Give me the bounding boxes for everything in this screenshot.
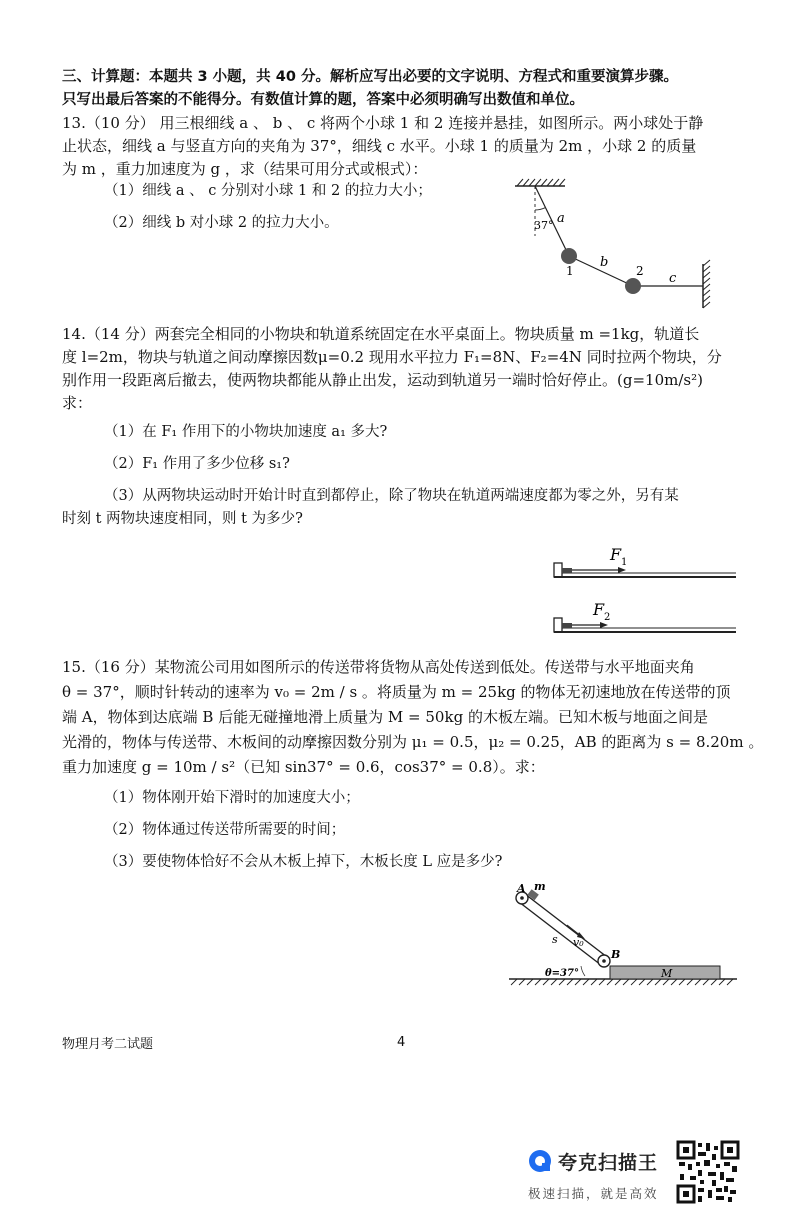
qr-code-icon [676,1140,740,1204]
q14-force1-sub: 1 [621,557,628,568]
footer-title: 物理月考二试题 [62,1037,154,1052]
section-header-line1: 三、计算题：本题共 3 小题，共 40 分。解析应写出必要的文字说明、方程式和重要演算步骤。 [62,69,678,85]
q15-label-v0: v₀ [573,936,584,949]
q13-angle-label: 37° [534,219,554,232]
q13-line2: 止状态，细线 a 与竖直方向的夹角为 37°，细线 c 水平。小球 1 的质量为 2m ，小球 2 的质量 [62,137,697,155]
q15-sub2: （2）物体通过传送带所需要的时间； [104,822,346,838]
q14-sub3-line2: 时刻 t 两物块速度相同，则 t 为多少? [62,511,303,527]
q13-figure [505,176,725,311]
q13-line3: 为 m ，重力加速度为 g ，求（结果可用分式或根式）： [62,160,428,178]
q15-label-A: A [517,882,526,895]
q13-ball-1 [561,248,577,264]
q14-sub1: （1）在 F₁ 作用下的小物块加速度 a₁ 多大? [104,424,388,440]
footer-page-number: 4 [397,1035,406,1050]
q14-line1: 14.（14 分）两套完全相同的小物块和轨道系统固定在水平桌面上。物块质量 m =1kg，轨道长 [62,325,700,343]
q14-line4: 求： [62,394,93,412]
q15-line4: 光滑的，物体与传送带、木板间的动摩擦因数分别为 μ₁ = 0.5，μ₂ = 0.25，AB 的距离为 s = 8.20m 。 [62,733,764,751]
q15-label-theta: θ=37° [545,968,579,979]
q15-line2: θ = 37°，顺时针转动的速率为 v₀ = 2m / s 。将质量为 m = 25kg 的物体无初速地放在传送带的顶 [62,683,731,701]
q14-sub3-line1: （3）从两物块运动时开始计时直到都停止，除了物块在轨道两端速度都为零之外，另有某 [104,488,679,504]
q15-label-B: B [611,948,621,961]
scanner-brand-name: 夸克扫描王 [558,1152,659,1174]
q15-label-M: M [661,967,673,980]
q13-label-b: b [600,255,609,270]
q15-figure [505,880,740,990]
q14-figure [548,540,743,640]
q15-label-s: s [552,933,558,946]
q14-force2-label: F [593,600,605,619]
q15-line1: 15.（16 分）某物流公司用如图所示的传送带将货物从高处传送到低处。传送带与水平地面夹角 [62,658,695,676]
q13-sub2: （2）细线 b 对小球 2 的拉力大小。 [104,215,339,231]
scanner-brand-slogan: 极速扫描，就是高效 [528,1186,659,1201]
q13-sub1: （1）细线 a 、 c 分别对小球 1 和 2 的拉力大小； [104,183,432,199]
q13-label-a: a [557,211,565,226]
scanner-logo-icon [528,1149,552,1173]
q13-ball1-label: 1 [566,264,574,278]
section-header-line2: 只写出最后答案的不能得分。有数值计算的题，答案中必须明确写出数值和单位。 [62,92,584,108]
q14-force1-label: F [610,545,622,564]
q14-line2: 度 l=2m，物块与轨道之间动摩擦因数μ=0.2 现用水平拉力 F₁=8N、F₂=4N 同时拉两个物块，分 [62,348,722,366]
q13-line1: 13.（10 分） 用三根细线 a 、 b 、 c 将两个小球 1 和 2 连接并悬挂，如图所示。两小球处于静 [62,114,704,132]
q15-sub1: （1）物体刚开始下滑时的加速度大小； [104,790,360,806]
q15-sub3: （3）要使物体恰好不会从木板上掉下，木板长度 L 应是多少? [104,854,503,870]
q15-line3: 端 A，物体到达底端 B 后能无碰撞地滑上质量为 M = 50kg 的木板左端。已知木板与地面之间是 [62,708,708,726]
q14-line3: 别作用一段距离后撤去，使两物块都能从静止出发，运动到轨道另一端时恰好停止。(g=10m/s²) [62,371,703,389]
q13-ball-2 [625,278,641,294]
q14-force2-sub: 2 [604,612,611,623]
q13-label-c: c [669,271,677,286]
q15-label-m: m [534,880,546,893]
q15-line5: 重力加速度 g = 10m / s²（已知 sin37° = 0.6，cos37° = 0.8）。求： [62,758,545,776]
q13-ball2-label: 2 [636,264,644,278]
q14-sub2: （2）F₁ 作用了多少位移 s₁? [104,456,290,472]
